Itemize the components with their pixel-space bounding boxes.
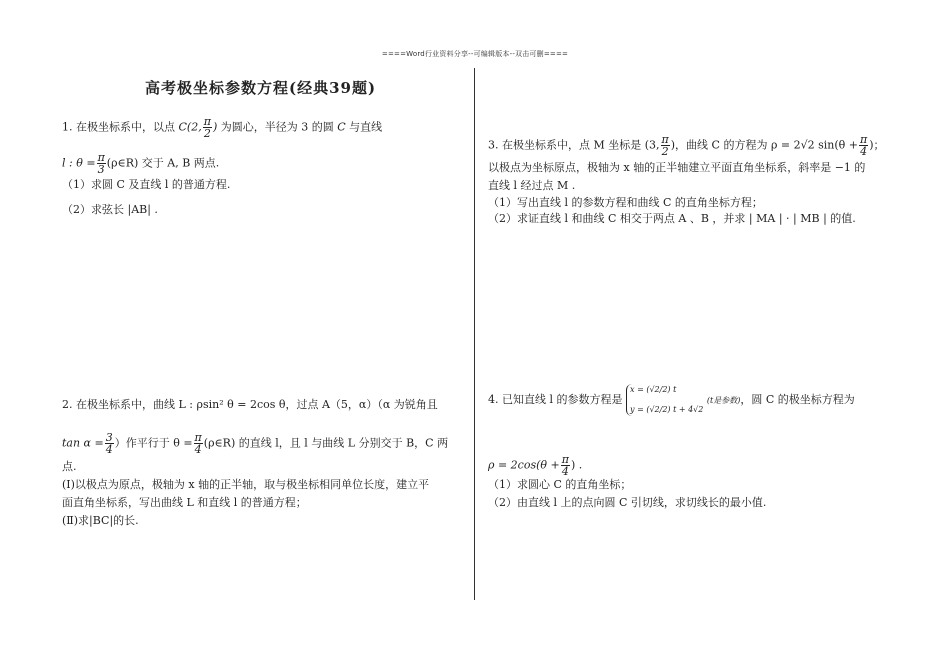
q2-four: 4 (194, 443, 202, 456)
q1-line1 (62, 116, 382, 139)
q3-point-m: 3. 在极坐标系中，点 M 坐标是 (3, (488, 138, 660, 152)
q2-line2 (62, 432, 448, 455)
q3-pi-b: π (860, 133, 868, 146)
q1-two: 2 (203, 127, 211, 140)
q1-line-eq: l : θ = (62, 156, 96, 170)
q2-pi-over-4 (194, 432, 203, 455)
q2-sub2: (Ⅱ)求|BC|的长. (62, 514, 139, 527)
q4-param-system (626, 384, 703, 416)
q4-pi: π (561, 453, 569, 466)
q1-intro-b: 为圆心，半径为 3 的圆 (220, 120, 334, 134)
q3-four: 4 (860, 145, 868, 158)
q2-parallel: ）作平行于 θ = (114, 436, 193, 450)
q3-close: )； (869, 138, 885, 152)
q3-curve-eq: )，曲线 C 的方程为 ρ = 2√2 sin(θ + (670, 138, 859, 152)
q1-intro: 1. 在极坐标系中，以点 (62, 120, 175, 134)
q4-sub1: （1）求圆心 C 的直角坐标； (488, 478, 632, 491)
q3-line2: 以极点为坐标原点，极轴为 x 轴的正半轴建立平面直角坐标系，斜率是 −1 的 (488, 161, 866, 174)
q2-pi: π (194, 431, 202, 444)
q4-pi-over-4 (561, 454, 570, 477)
q1-line2 (62, 152, 219, 175)
q1-intro-c: 与直线 (349, 120, 383, 134)
q1-line-eq-b: (ρ∈R) 交于 A, B 两点. (106, 156, 220, 170)
q3-pi-over-2 (661, 134, 670, 157)
q2-sub1a: (Ⅰ)以极点为原点，极轴为 x 轴的正半轴，取与极坐标相同单位长度，建立平 (62, 478, 430, 491)
q3-two: 2 (661, 145, 669, 158)
q2-sub1b: 面直角坐标系，写出曲线 L 和直线 l 的普通方程； (62, 496, 307, 509)
q2-num: 3 (105, 431, 113, 444)
q4-sys-x: x = (√2/2) t (630, 385, 677, 394)
q4-sys-y: y = (√2/2) t + 4√2 (630, 405, 704, 414)
q4-circle-eq: ρ = 2cos(θ + (488, 458, 560, 472)
document-header: ====Word行业资料分享--可编辑版本--双击可删==== (381, 50, 569, 58)
column-divider (474, 68, 475, 600)
q2-three-quarters (105, 432, 114, 455)
q4-circle-intro: ，圆 C 的极坐标方程为 (740, 393, 855, 406)
q4-close: ) . (570, 458, 583, 472)
q4-four: 4 (561, 465, 569, 478)
q1-pi: π (203, 115, 211, 128)
q1-pi-over-3 (97, 152, 106, 175)
q1-circle-c: C (337, 120, 346, 134)
q2-line2-c: (ρ∈R) 的直线 l，且 l 与曲线 L 分别交于 B，C 两 (203, 436, 449, 450)
q2-tan: tan α = (62, 436, 104, 450)
q3-line1 (488, 134, 885, 157)
q1-sub2: （2）求弦长 |AB| . (62, 203, 158, 216)
page-title: 高考极坐标参数方程(经典39题) (145, 79, 377, 97)
q2-den: 4 (105, 443, 113, 456)
q3-sub2: （2）求证直线 l 和曲线 C 相交于两点 A 、B ，并求 | MA | · | MB | 的值. (488, 212, 856, 225)
q4-param-note: (t是参数) (706, 396, 741, 405)
q4-line2 (488, 454, 582, 477)
q1-three: 3 (97, 163, 105, 176)
q3-sub1: （1）写出直线 l 的参数方程和曲线 C 的直角坐标方程； (488, 196, 763, 209)
q1-pi-over-2 (203, 116, 212, 139)
q3-line3: 直线 l 经过点 M . (488, 179, 576, 192)
q1-point: C(2, (178, 120, 202, 134)
q1-pi-b: π (97, 151, 105, 164)
q4-line1 (488, 384, 855, 416)
q1-sub1: （1）求圆 C 及直线 l 的普通方程. (62, 178, 231, 191)
q4-intro: 4. 已知直线 l 的参数方程是 (488, 393, 623, 406)
q2-line1: 2. 在极坐标系中，曲线 L : ρsin² θ = 2cos θ，过点 A（5，α）（α 为锐角且 (62, 398, 438, 411)
q3-pi: π (661, 133, 669, 146)
q3-pi-over-4 (859, 134, 868, 157)
q1-close: ) (212, 120, 218, 134)
q2-line3: 点. (62, 460, 77, 473)
q4-sub2: （2）由直线 l 上的点向圆 C 引切线，求切线长的最小值. (488, 496, 767, 509)
